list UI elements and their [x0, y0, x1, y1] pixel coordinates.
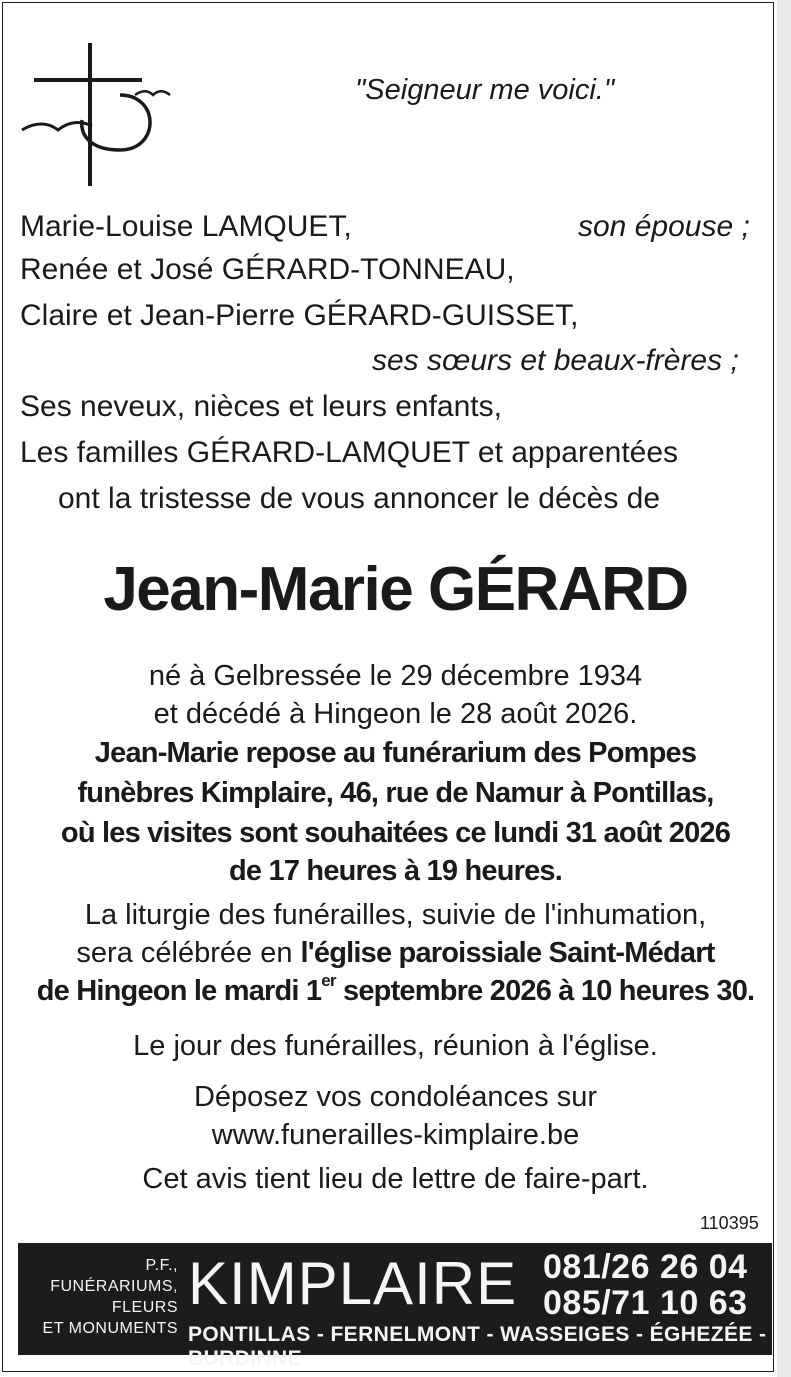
banner-phone-2: 085/71 10 63	[543, 1284, 748, 1322]
banner-towns: PONTILLAS - FERNELMONT - WASSEIGES - ÉGHEZÉE - BURDINNE	[188, 1323, 767, 1370]
banner-service-1: P.F.,	[145, 1257, 178, 1274]
family-line-sister-1: Renée et José GÉRARD-TONNEAU,	[20, 253, 515, 286]
family-role-spouse: son épouse ;	[578, 210, 750, 243]
liturgy-line-1: La liturgie des funérailles, suivie de l'inhumation,	[84, 899, 707, 931]
birth-line: né à Gelbressée le 29 décembre 1934	[148, 660, 643, 692]
liturgy-line-2	[0, 935, 791, 972]
deceased-name: Jean-Marie GÉRARD	[103, 555, 688, 624]
banner-phones	[543, 1249, 748, 1321]
announcement-line: ont la tristesse de vous annoncer le décès de	[58, 482, 661, 515]
banner-brand: KIMPLAIRE	[188, 1250, 518, 1317]
visit-line-3: où les visites sont souhaitées ce lundi 31 août 2026	[60, 817, 731, 849]
visit-line-2: funèbres Kimplaire, 46, rue de Namur à Pontillas,	[77, 777, 714, 809]
family-role-siblings: ses sœurs et beaux-frères ;	[372, 344, 739, 377]
notice-line: Cet avis tient lieu de lettre de faire-part.	[142, 1163, 649, 1195]
death-line: et décédé à Hingeon le 28 août 2026.	[153, 698, 638, 730]
family-line-sister-2: Claire et Jean-Pierre GÉRARD-GUISSET,	[20, 299, 579, 332]
liturgy-date-a: de Hingeon le mardi 1	[36, 975, 322, 1007]
family-line-nephews: Ses neveux, nièces et leurs enfants,	[20, 390, 502, 423]
family-line-families: Les familles GÉRARD-LAMQUET et apparentées	[20, 436, 679, 469]
liturgy-date-b: septembre 2026 à 10 heures 30.	[335, 975, 755, 1007]
reference-number: 110395	[700, 1213, 759, 1233]
banner-service-4: ET MONUMENTS	[42, 1320, 178, 1337]
visit-line-1: Jean-Marie repose au funérarium des Pompes	[94, 737, 697, 769]
gathering-line: Le jour des funérailles, réunion à l'église.	[133, 1030, 658, 1062]
condolences-url[interactable]: www.funerailles-kimplaire.be	[211, 1119, 580, 1151]
cross-sun-birds-icon	[20, 40, 180, 190]
banner-services	[18, 1255, 178, 1339]
banner-service-3: FLEURS	[111, 1299, 178, 1316]
liturgy-line-2-plain: sera célébrée en	[76, 937, 301, 969]
banner-phone-1: 081/26 26 04	[543, 1248, 748, 1286]
funeral-home-banner	[18, 1243, 772, 1370]
family-line-spouse: Marie-Louise LAMQUET,	[20, 210, 352, 243]
liturgy-church: l'église paroissiale Saint-Médart	[300, 937, 715, 969]
visit-line-4: de 17 heures à 19 heures.	[228, 855, 563, 887]
liturgy-date-sup: er	[321, 971, 336, 990]
banner-service-2: FUNÉRARIUMS,	[50, 1278, 178, 1295]
liturgy-line-3	[0, 973, 791, 1010]
condolences-line: Déposez vos condoléances sur	[193, 1081, 597, 1113]
opening-quote: "Seigneur me voici."	[355, 74, 615, 106]
